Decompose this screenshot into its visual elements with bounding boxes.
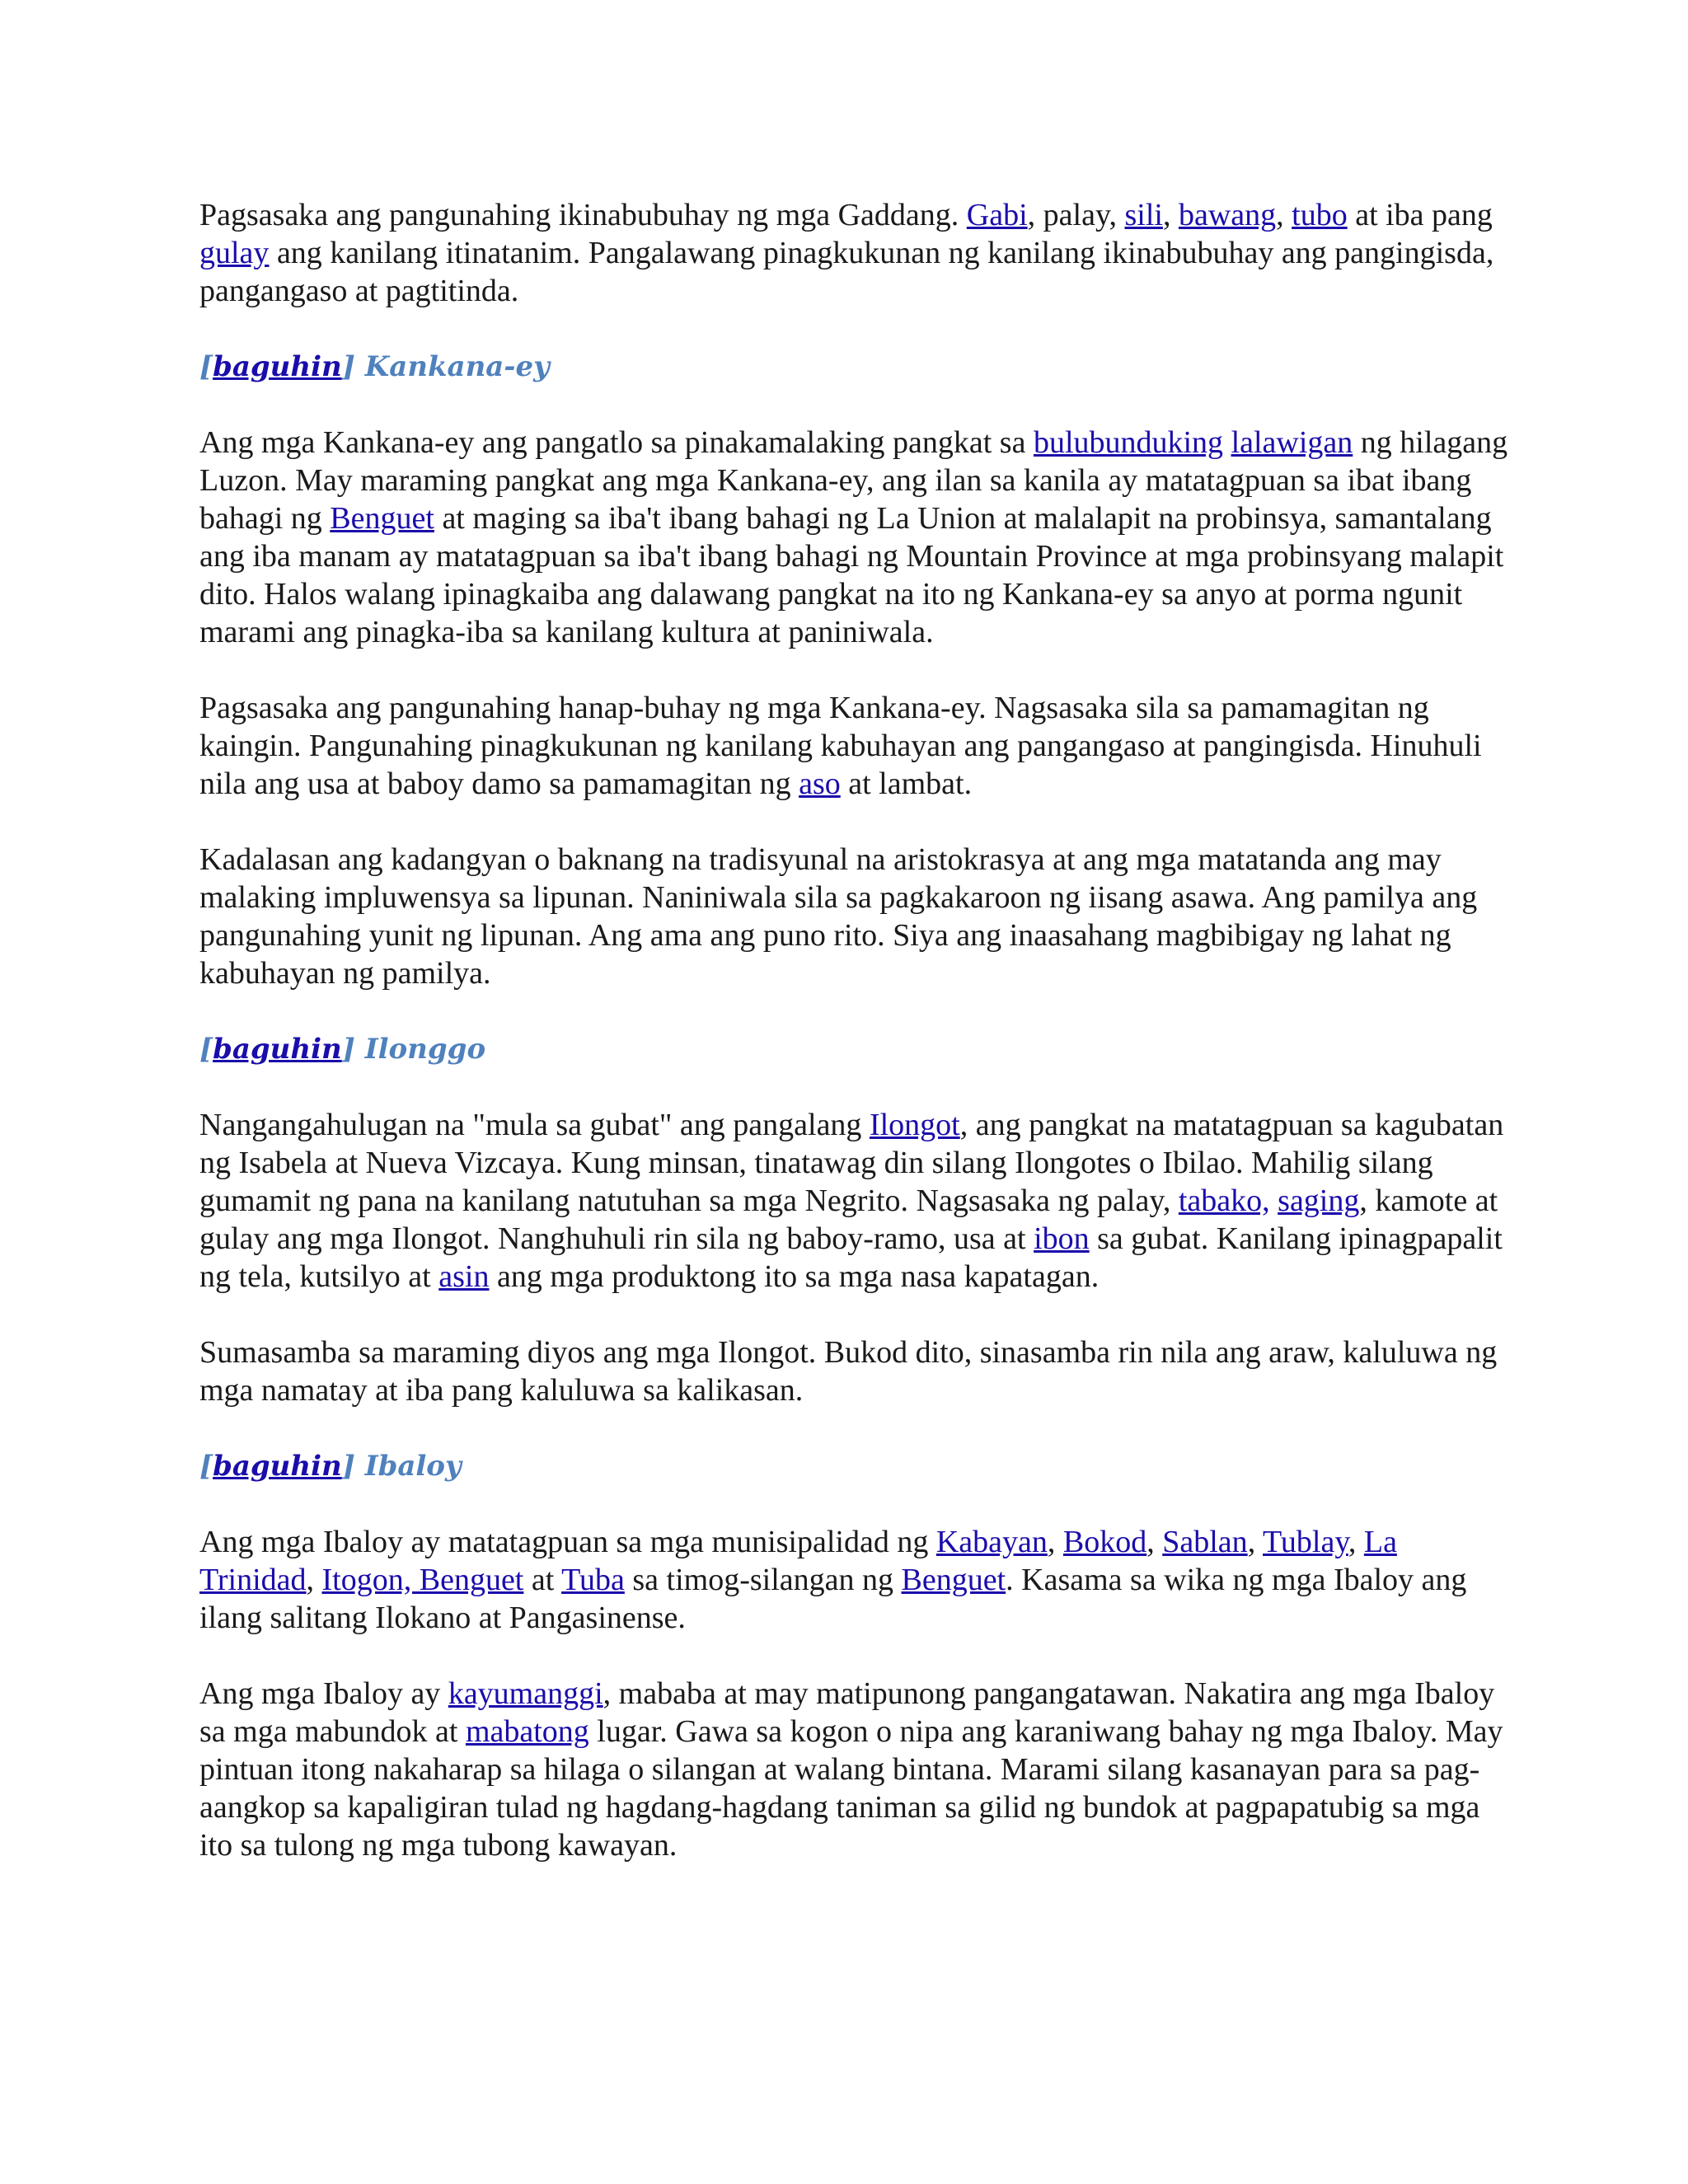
text-run: Pagsasaka ang pangunahing hanap-buhay ng mga Kankana-ey. Nagsasaka sila sa pamamagitan ng kaingin. Pangunahing pinagkukunan ng kanilang kabuhayan ang pangangaso at pangingisda. Hinuhuli nila ang usa at baboy damo sa pamamagitan ng <box>199 691 1482 801</box>
edit-bracket-open: [ <box>199 1033 213 1066</box>
text-run: lugar. Gawa sa kogon o nipa ang karaniwang bahay ng mga Ibaloy. May pintuan itong nakaharap sa hilaga o silangan at walang bintana. Marami silang kasanayan para sa pag-aangkop sa kapaligiran tulad ng hagdang-hagdang taniman sa gilid ng bundok at pagpapatubig sa mga ito sa tulong ng mga tubong kawayan. <box>199 1714 1503 1863</box>
inline-link[interactable]: Tuba <box>561 1563 625 1597</box>
edit-bracket-close: ] <box>341 1033 355 1066</box>
text-run: , ang pangkat na matatagpuan sa kagubatan ng Isabela at Nueva Vizcaya. Kung minsan, tinatawag din silang Ilongotes o Ibilao. Mahilig silang gumamit ng pana na kanilang natutuhan sa mga Negrito. Nagsasaka ng palay, <box>199 1108 1504 1218</box>
edit-bracket-open: [ <box>199 1450 213 1483</box>
text-run: Ang mga Ibaloy ay matatagpuan sa mga munisipalidad ng <box>199 1525 936 1559</box>
text-run: , <box>1047 1525 1063 1559</box>
paragraph <box>199 1333 1510 1409</box>
section-title: Ibaloy <box>364 1450 462 1483</box>
inline-link[interactable]: sili <box>1124 198 1163 232</box>
text-run: , <box>1146 1525 1163 1559</box>
inline-link[interactable]: Kabayan <box>935 1525 1048 1559</box>
text-run: sa gubat. Kanilang ipinagpapalit ng tela, kutsilyo at <box>199 1221 1503 1294</box>
text-run: , palay, <box>1027 198 1125 232</box>
text-run: . Kasama sa wika ng mga Ibaloy ang ilang salitang Ilokano at Pangasinense. <box>199 1563 1467 1635</box>
edit-bracket-close: ] <box>341 350 355 383</box>
text-run: Kadalasan ang kadangyan o baknang na tradisyunal na aristokrasya at ang mga matatanda ang may malaking impluwensya sa lipunan. Naniniwala sila sa pagkakaroon ng iisang asawa. Ang pamilya ang pangunahing yunit ng lipunan. Ang ama ang puno rito. Siya ang inaasahang magbibigay ng lahat ng kabuhayan ng pamilya. <box>199 842 1478 991</box>
paragraph <box>199 1675 1510 1864</box>
edit-bracket-open: [ <box>199 350 213 383</box>
inline-link[interactable]: La Trinidad <box>199 1525 1397 1597</box>
inline-link[interactable]: tubo <box>1292 198 1348 232</box>
text-run: , <box>1348 1525 1364 1559</box>
edit-section-link[interactable]: baguhin <box>213 350 342 383</box>
document-body <box>199 196 1510 1902</box>
paragraph <box>199 841 1510 992</box>
text-run <box>1270 1183 1278 1218</box>
text-run: , <box>1247 1525 1264 1559</box>
section-heading <box>199 1030 1510 1068</box>
paragraph <box>199 689 1510 803</box>
section-title: Ilonggo <box>364 1033 486 1066</box>
text-run: ng hilagang Luzon. May maraming pangkat ang mga Kankana-ey, ang ilan sa kanila ay matatagpuan sa ibat ibang bahagi ng <box>199 425 1508 536</box>
inline-link[interactable]: bulubunduking <box>1033 425 1224 460</box>
paragraph <box>199 424 1510 651</box>
inline-link[interactable]: lalawigan <box>1231 425 1353 460</box>
section-heading <box>199 1447 1510 1485</box>
text-run: ang kanilang itinatanim. Pangalawang pinagkukunan ng kanilang ikinabubuhay ang pangingisda, pangangaso at pagtitinda. <box>199 236 1494 308</box>
paragraph <box>199 196 1510 310</box>
inline-link[interactable]: kayumanggi <box>448 1676 603 1711</box>
edit-section-link[interactable]: baguhin <box>213 1450 342 1483</box>
inline-link[interactable]: Benguet <box>901 1563 1006 1597</box>
text-run: , <box>1162 198 1179 232</box>
inline-link[interactable]: Sablan <box>1162 1525 1248 1559</box>
inline-link[interactable]: Tublay <box>1263 1525 1348 1559</box>
text-run: sa timog-silangan ng <box>624 1563 902 1597</box>
inline-link[interactable]: Ilongot <box>869 1108 960 1142</box>
text-run: at <box>523 1563 562 1597</box>
text-run: , mababa at may matipunong pangangatawan. Nakatira ang mga Ibaloy sa mga mabundok at <box>199 1676 1495 1749</box>
inline-link[interactable]: asin <box>438 1259 490 1294</box>
text-run: at iba pang <box>1347 198 1493 232</box>
text-run: , kamote at gulay ang mga Ilongot. Nanghuhuli rin sila ng baboy-ramo, usa at <box>199 1183 1498 1256</box>
inline-link[interactable]: gulay <box>199 236 270 270</box>
inline-link[interactable]: mabatong <box>465 1714 589 1749</box>
inline-link[interactable]: ibon <box>1034 1221 1090 1256</box>
inline-link[interactable]: aso <box>799 766 841 801</box>
text-run: Ang mga Kankana-ey ang pangatlo sa pinakamalaking pangkat sa <box>199 425 1034 460</box>
paragraph <box>199 1106 1510 1296</box>
text-run <box>1223 425 1231 460</box>
text-run: Nangangahulugan na "mula sa gubat" ang pangalang <box>199 1108 870 1142</box>
inline-link[interactable]: bawang <box>1178 198 1277 232</box>
edit-section-link[interactable]: baguhin <box>213 1033 342 1066</box>
text-run: Pagsasaka ang pangunahing ikinabubuhay ng mga Gaddang. <box>199 198 967 232</box>
inline-link[interactable]: Bokod <box>1062 1525 1147 1559</box>
text-run: Sumasamba sa maraming diyos ang mga Ilongot. Bukod dito, sinasamba rin nila ang araw, kaluluwa ng mga namatay at iba pang kaluluwa sa kalikasan. <box>199 1335 1498 1408</box>
inline-link[interactable]: Benguet <box>330 501 434 536</box>
section-heading <box>199 348 1510 386</box>
text-run: at lambat. <box>840 766 973 801</box>
inline-link[interactable]: tabako, <box>1178 1183 1270 1218</box>
edit-bracket-close: ] <box>341 1450 355 1483</box>
text-run: , <box>306 1563 322 1597</box>
paragraph <box>199 1523 1510 1637</box>
text-run: at maging sa iba't ibang bahagi ng La Union at malalapit na probinsya, samantalang ang iba manam ay matatagpuan sa iba't ibang bahagi ng Mountain Province at mga probinsyang malapit dito. Halos walang ipinagkaiba ang dalawang pangkat na ito ng Kankana-ey sa anyo at porma ngunit marami ang pinagka-iba sa kanilang kultura at paniniwala. <box>199 501 1504 649</box>
text-run: ang mga produktong ito sa mga nasa kapatagan. <box>489 1259 1100 1294</box>
text-run: , <box>1276 198 1292 232</box>
section-title: Kankana-ey <box>364 350 550 383</box>
inline-link[interactable]: Itogon, Benguet <box>321 1563 524 1597</box>
text-run: Ang mga Ibaloy ay <box>199 1676 448 1711</box>
inline-link[interactable]: saging <box>1278 1183 1360 1218</box>
inline-link[interactable]: Gabi <box>966 198 1028 232</box>
